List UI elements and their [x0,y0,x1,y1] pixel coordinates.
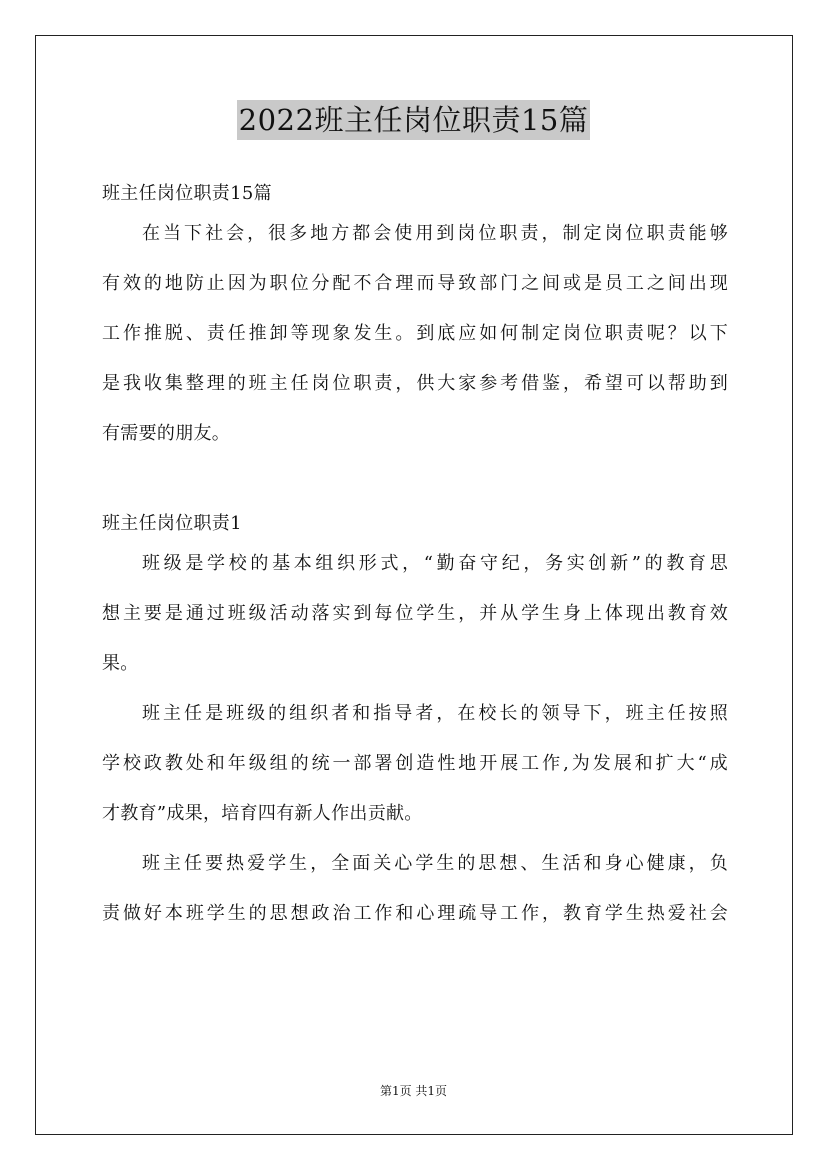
intro-line: 在当下社会，很多地方都会使用到岗位职责，制定岗位职责能够 [142,223,728,244]
subtitle: 班主任岗位职责15篇 [102,183,272,204]
paragraph-line: 班主任要热爱学生，全面关心学生的思想、生活和身心健康，负 [142,853,728,874]
paragraph-line: 班主任是班级的组织者和指导者，在校长的领导下，班主任按照 [142,703,728,724]
title-container [0,100,827,140]
paragraph-line: 想主要是通过班级活动落实到每位学生，并从学生身上体现出教育效 [102,603,728,624]
document-body [102,176,728,932]
paragraph-line: 果。 [102,653,139,674]
section-heading: 班主任岗位职责1 [102,513,242,534]
intro-line: 工作推脱、责任推卸等现象发生。到底应如何制定岗位职责呢？以下 [102,323,728,344]
document-title: 2022班主任岗位职责15篇 [237,100,591,140]
paragraph-line: 才教育”成果，培育四有新人作出贡献。 [102,803,423,824]
page-footer: 第1页 共1页 [379,1084,448,1098]
paragraph-line: 班级是学校的基本组织形式，“勤奋守纪，务实创新”的教育思 [142,553,728,574]
intro-line: 有需要的朋友。 [102,423,231,444]
paragraph-line: 学校政教处和年级组的统一部署创造性地开展工作,为发展和扩大“成 [102,753,728,774]
paragraph-line: 责做好本班学生的思想政治工作和心理疏导工作，教育学生热爱社会 [102,903,728,924]
intro-line: 是我收集整理的班主任岗位职责，供大家参考借鉴，希望可以帮助到 [102,373,728,394]
intro-line: 有效的地防止因为职位分配不合理而导致部门之间或是员工之间出现 [102,273,728,294]
